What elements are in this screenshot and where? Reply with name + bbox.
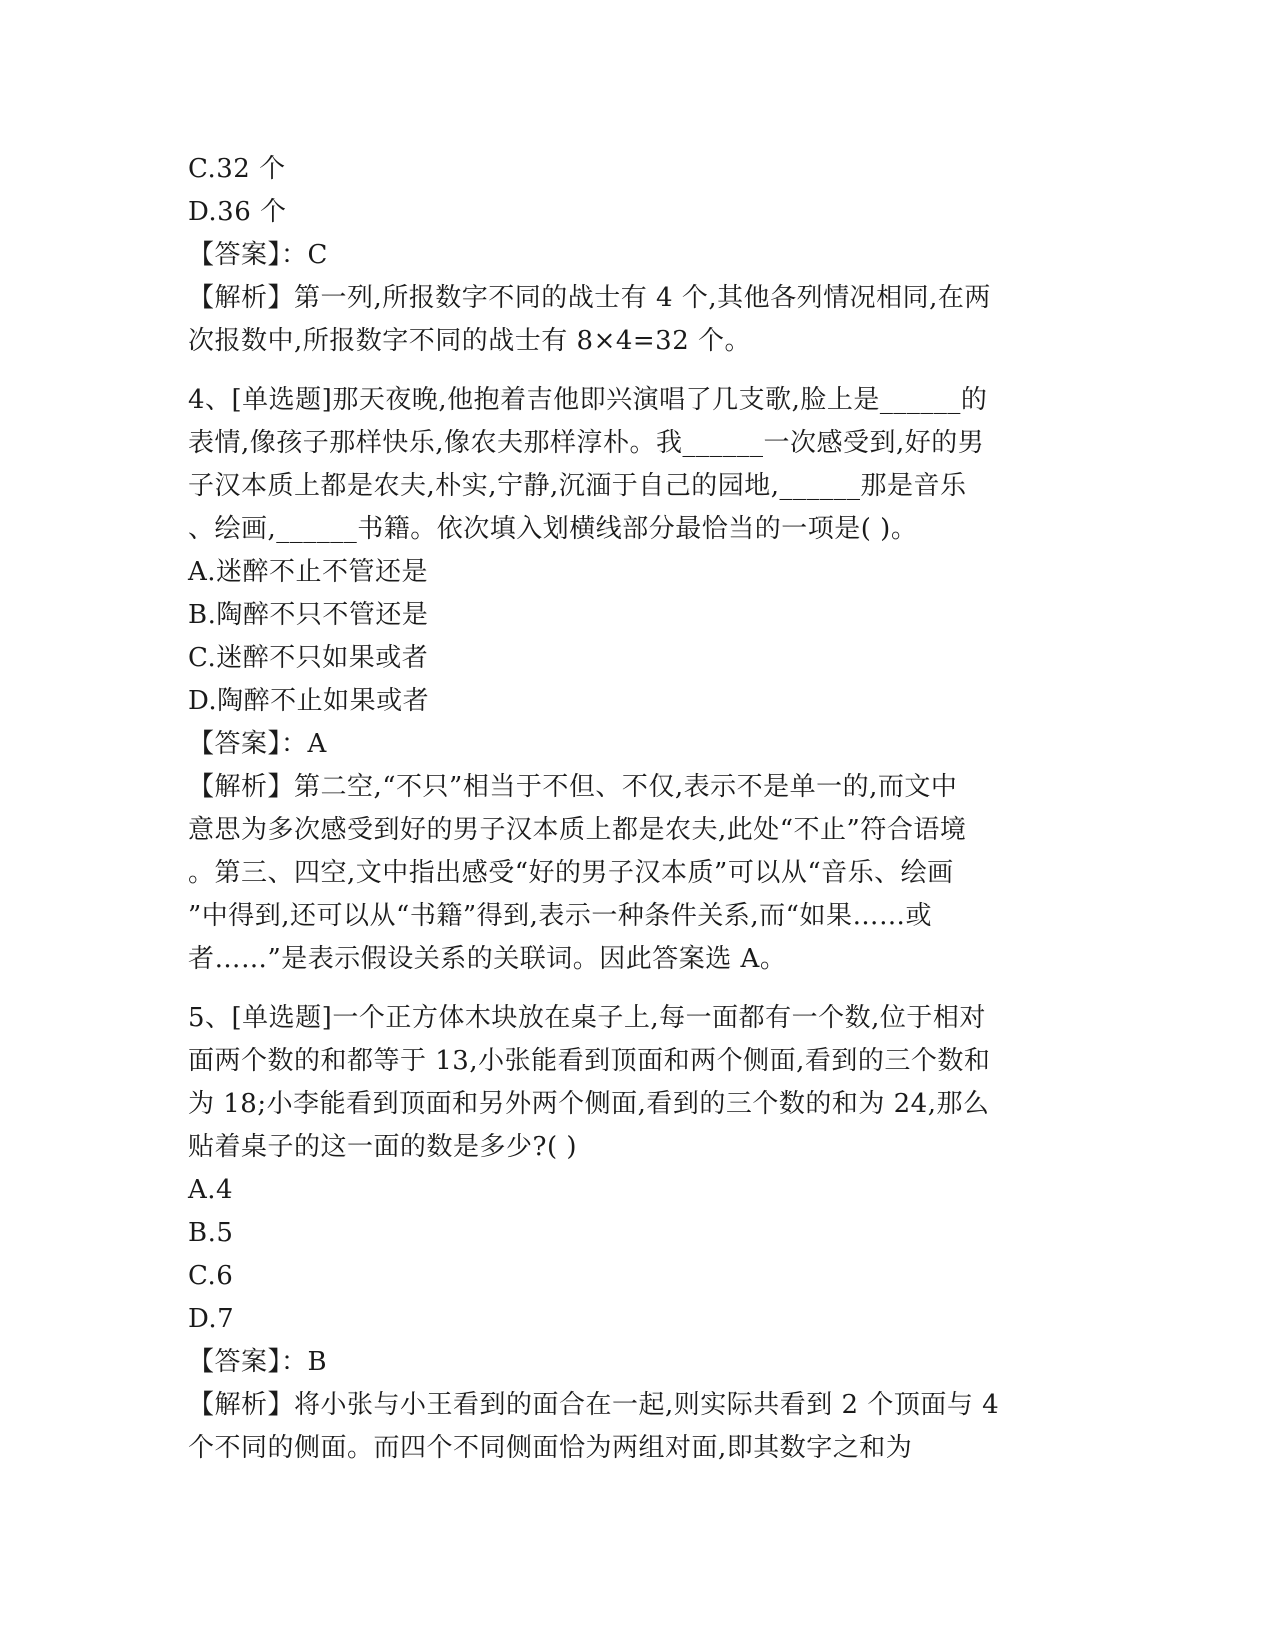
q3-answer: 【答案】：C <box>188 240 328 270</box>
q4-stem-line: 、绘画,______书籍。依次填入划横线部分最恰当的一项是( )。 <box>188 514 918 544</box>
q4-stem-line: 子汉本质上都是农夫,朴实,宁静,沉湎于自己的园地,______那是音乐 <box>188 471 967 501</box>
q5-analysis-line: 个不同的侧面。而四个不同侧面恰为两组对面,即其数字之和为 <box>188 1433 913 1463</box>
q4-option-d: D.陶醉不止如果或者 <box>188 686 430 716</box>
q5-analysis-line: 【解析】将小张与小王看到的面合在一起,则实际共看到 2 个顶面与 4 <box>188 1390 1000 1420</box>
document-page <box>188 148 1078 1470</box>
q4-stem-line: 4、[单选题]那天夜晚,他抱着吉他即兴演唱了几支歌,脸上是______的 <box>188 385 988 415</box>
q4-option-c: C.迷醉不只如果或者 <box>188 643 429 673</box>
q5-option-d: D.7 <box>188 1304 235 1334</box>
q5-option-b: B.5 <box>188 1218 234 1248</box>
q4-stem-line: 表情,像孩子那样快乐,像农夫那样淳朴。我______一次感受到,好的男 <box>188 428 985 458</box>
q4-analysis-line: 意思为多次感受到好的男子汉本质上都是农夫,此处“不止”符合语境 <box>188 815 967 845</box>
q3-option-c: C.32 个 <box>188 154 286 184</box>
q5-option-c: C.6 <box>188 1261 234 1291</box>
q5-stem-line: 贴着桌子的这一面的数是多少?( ) <box>188 1132 577 1162</box>
question-4 <box>188 379 1078 981</box>
question-3-tail <box>188 148 1078 363</box>
q5-stem-line: 为 18;小李能看到顶面和另外两个侧面,看到的三个数的和为 24,那么 <box>188 1089 990 1119</box>
q3-analysis-line: 【解析】第一列,所报数字不同的战士有 4 个,其他各列情况相同,在两 <box>188 283 991 313</box>
q5-stem-line: 5、[单选题]一个正方体木块放在桌子上,每一面都有一个数,位于相对 <box>188 1003 986 1033</box>
q5-stem-line: 面两个数的和都等于 13,小张能看到顶面和两个侧面,看到的三个数和 <box>188 1046 991 1076</box>
question-5 <box>188 997 1078 1470</box>
q5-option-a: A.4 <box>188 1175 234 1205</box>
q5-answer: 【答案】：B <box>188 1347 328 1377</box>
q4-option-b: B.陶醉不只不管还是 <box>188 600 429 630</box>
q4-option-a: A.迷醉不止不管还是 <box>188 557 429 587</box>
q4-analysis-line: ”中得到,还可以从“书籍”得到,表示一种条件关系,而“如果……或 <box>188 901 932 931</box>
q4-answer: 【答案】：A <box>188 729 327 759</box>
q3-analysis-line: 次报数中,所报数字不同的战士有 8×4=32 个。 <box>188 326 752 356</box>
q4-analysis-line: 【解析】第二空,“不只”相当于不但、不仅,表示不是单一的,而文中 <box>188 772 958 802</box>
q3-option-d: D.36 个 <box>188 197 287 227</box>
q4-analysis-line: 。第三、四空,文中指出感受“好的男子汉本质”可以从“音乐、绘画 <box>188 858 954 888</box>
q4-analysis-line: 者……”是表示假设关系的关联词。因此答案选 A。 <box>188 944 787 974</box>
